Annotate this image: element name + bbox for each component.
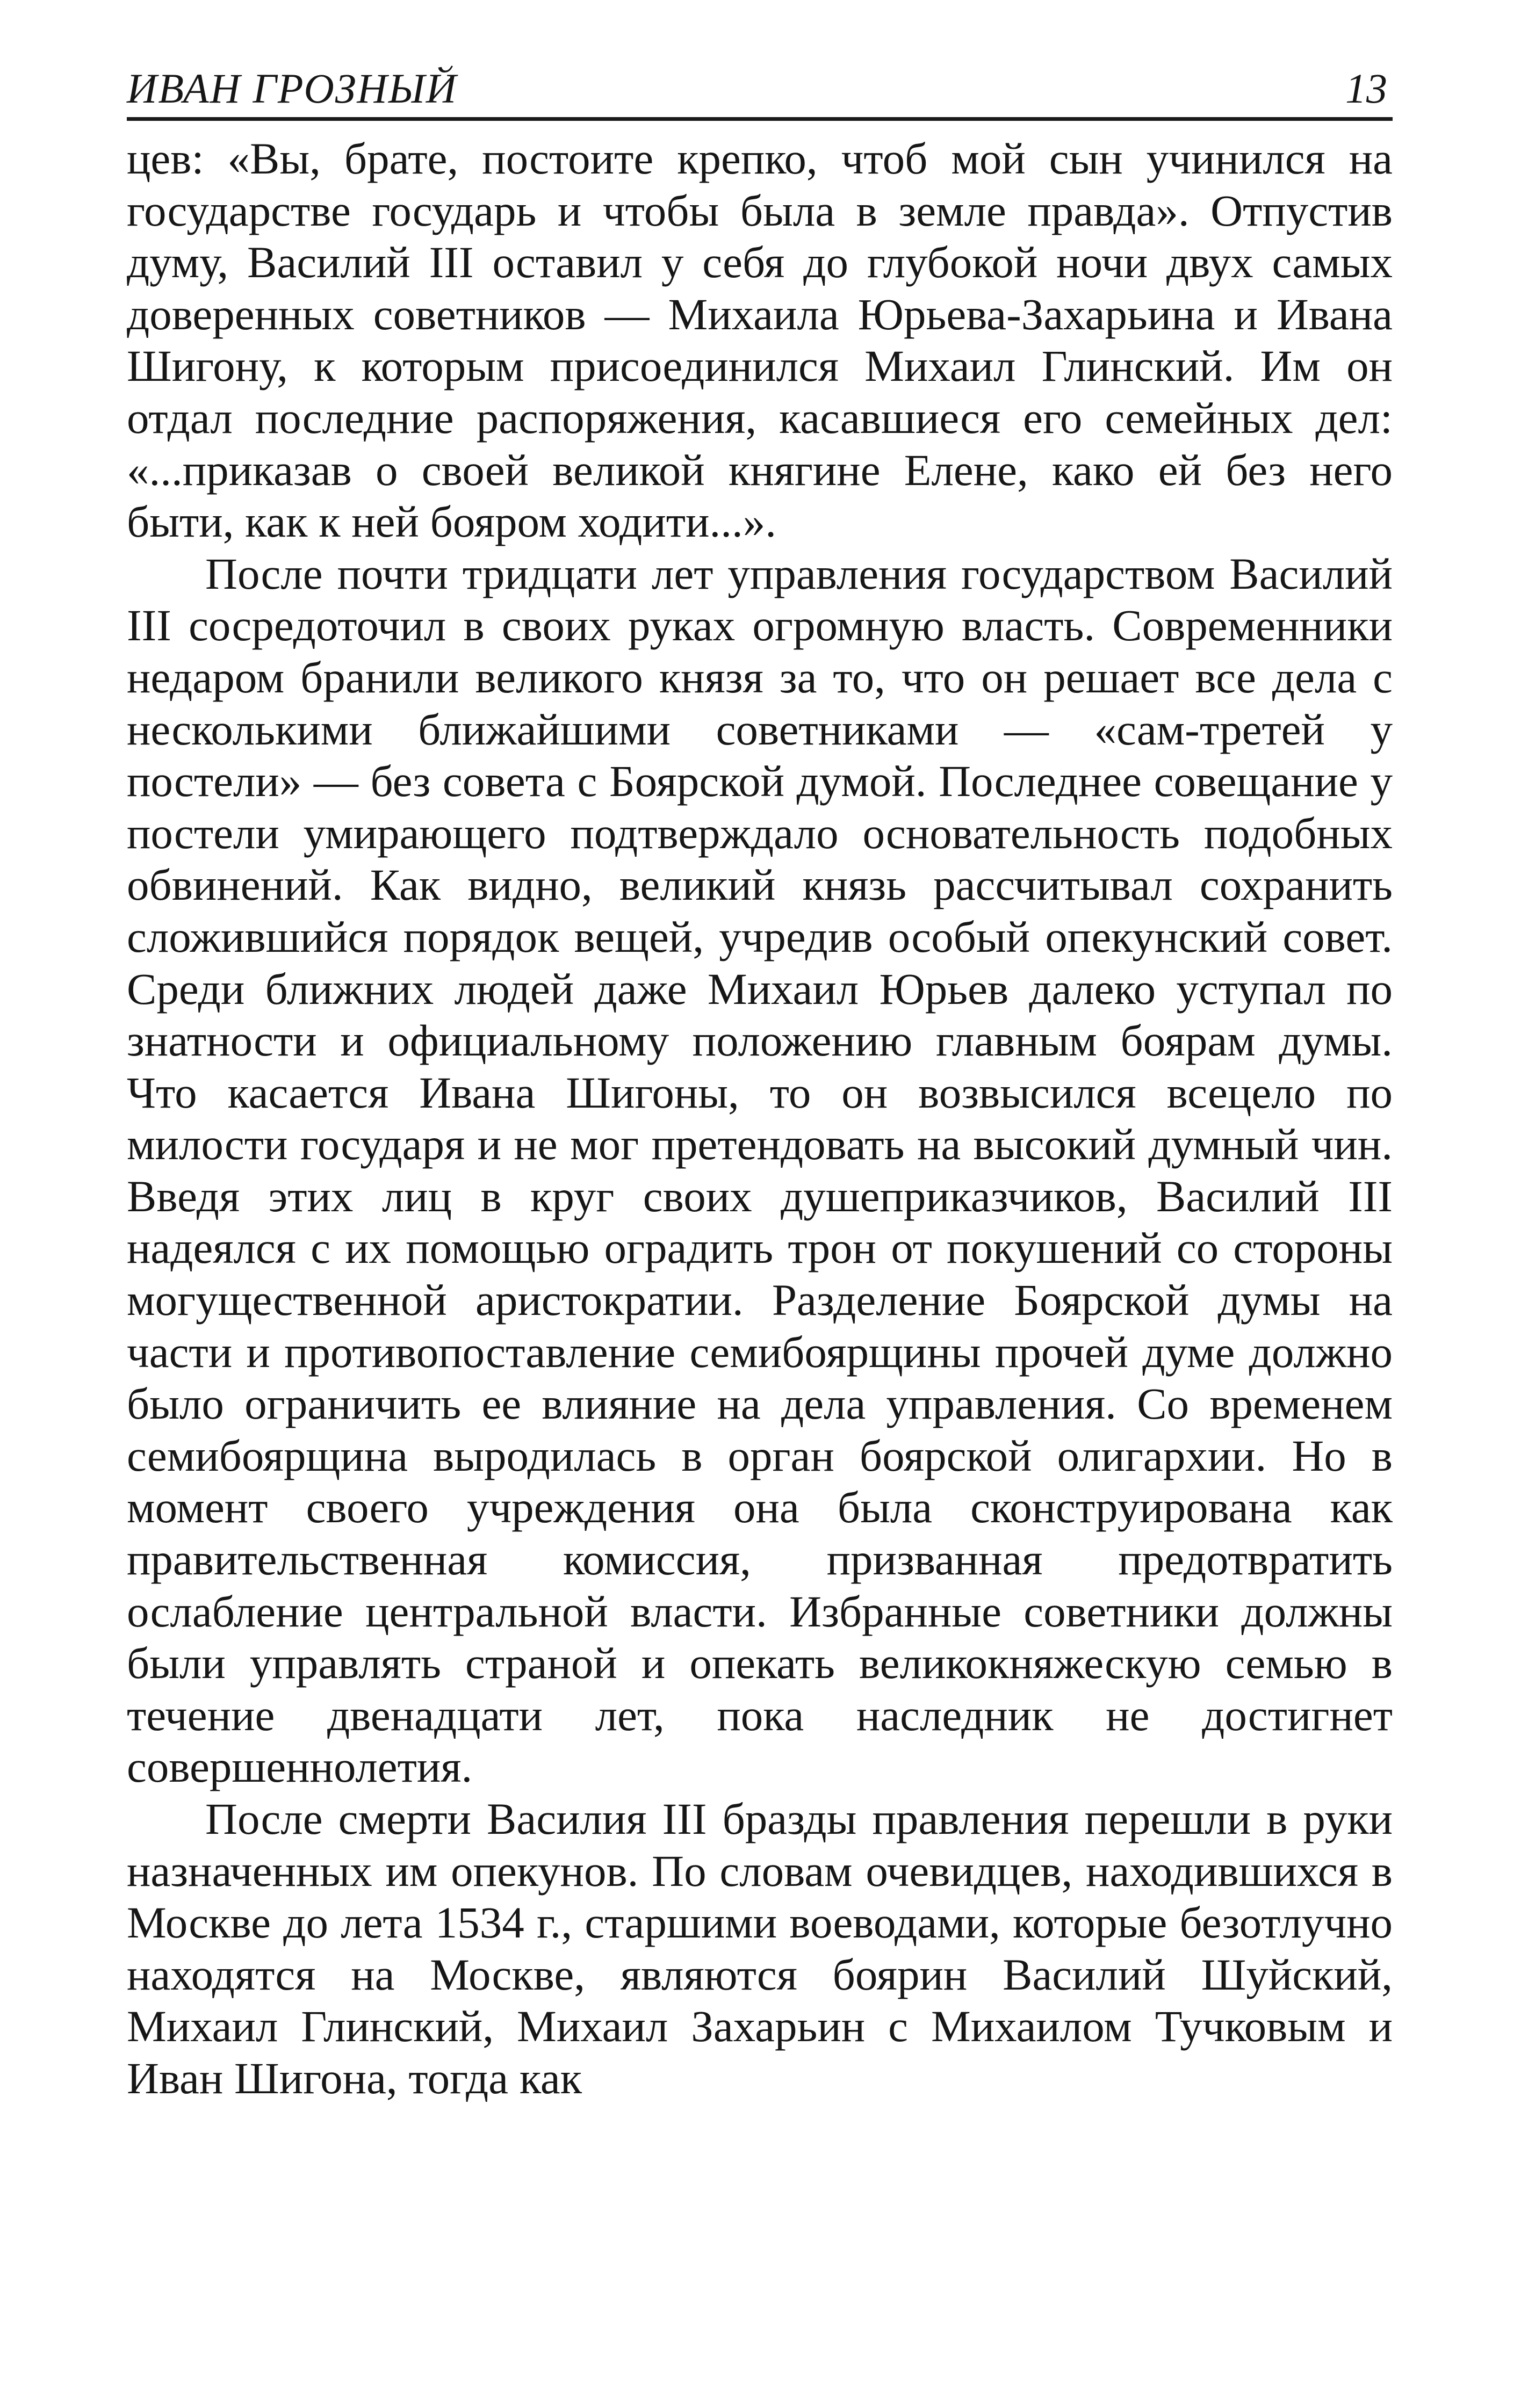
running-title: ИВАН ГРОЗНЫЙ (127, 65, 458, 112)
body-text (127, 133, 1393, 2105)
running-header (127, 49, 1393, 121)
paragraph-3: После смерти Василия III бразды правления перешли в руки назначенных им опекунов. По словам очевидцев, находившихся в Москве до лета 1534 г., старшими воеводами, которые безотлучно находятся на Москве, являются боярин Василий Шуйский, Михаил Глинский, Михаил Захарьин с Михаилом Тучковым и Иван Шигона, тогда как (127, 1794, 1393, 2103)
paragraph-2: После почти тридцати лет управления государством Василий III сосредоточил в своих руках огромную власть. Современники недаром бранили великого князя за то, что он решает все дела с несколькими ближайшими советниками — «сам-третей у постели» — без совета с Боярской думой. Последнее совещание у постели умирающего подтверждало основательность подобных обвинений. Как видно, великий князь рассчитывал сохранить сложившийся порядок вещей, учредив особый опекунский совет. Среди ближних людей даже Михаил Юрьев далеко уступал по знатности и официальному положению главным боярам думы. Что касается Ивана Шигоны, то он возвысился всецело по милости государя и не мог претендовать на высокий думный чин. Введя этих лиц в круг своих душеприказчиков, Василий III надеялся с их помощью оградить трон от покушений со стороны могущественной аристократии. Разделение Боярской думы на части и противопоставление семибоярщины прочей думе должно было ограничить ее влияние на дела управления. Со временем семибоярщина выродилась в орган боярской олигархии. Но в момент своего учреждения она была сконструирована как правительственная комиссия, призванная предотвратить ослабление центральной власти. Избранные советники должны были управлять страной и опекать великокняжескую семью в течение двенадцати лет, пока наследник не достигнет совершеннолетия. (127, 548, 1393, 1792)
page-number: 13 (1345, 65, 1387, 112)
book-page (127, 49, 1393, 2105)
paragraph-1: цев: «Вы, брате, постоите крепко, чтоб мой сын учинился на государстве государь и чтобы была в земле правда». Отпустив думу, Василий III оставил у себя до глубокой ночи двух самых доверенных советников — Михаила Юрьева-Захарьина и Ивана Шигону, к которым присоединился Михаил Глинский. Им он отдал последние распоряжения, касавшиеся его семейных дел: «...приказав о своей великой княгине Елене, како ей без него быти, как к ней бояром ходити...». (127, 134, 1393, 547)
